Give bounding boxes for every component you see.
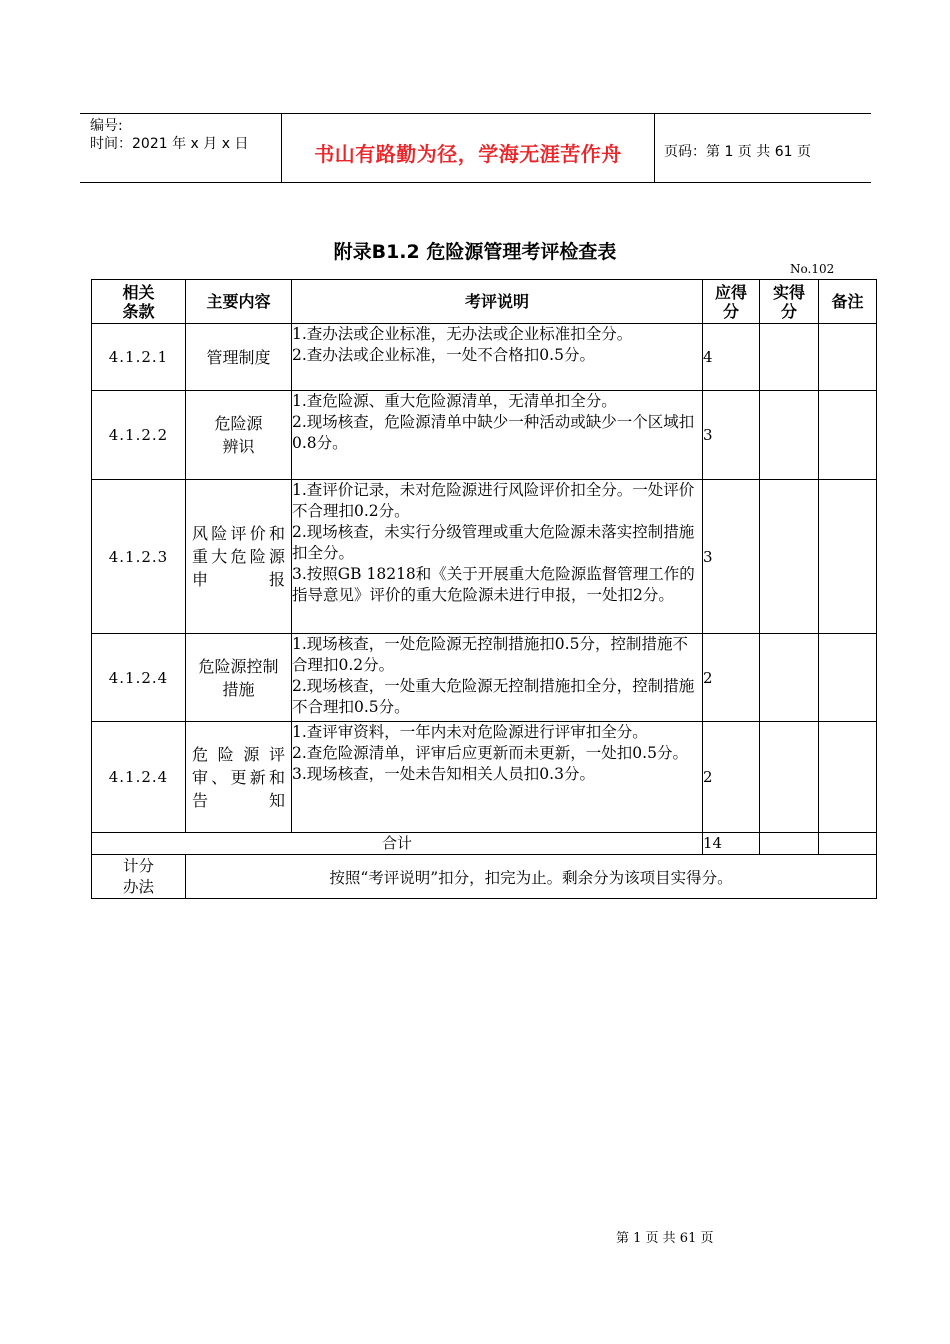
scoring-method-text: 按照“考评说明”扣分，扣完为止。剩余分为该项目实得分。 xyxy=(186,855,877,899)
table-row xyxy=(92,391,877,480)
score-cell: 2 xyxy=(703,634,760,722)
document-time: 时间：2021 年 x 月 x 日 xyxy=(90,136,249,152)
actual-score-cell[interactable] xyxy=(760,480,819,634)
table-row xyxy=(92,324,877,391)
table-row xyxy=(92,722,877,833)
content-cell: 管理制度 xyxy=(186,324,292,391)
score-cell: 3 xyxy=(703,391,760,480)
actual-score-cell[interactable] xyxy=(760,634,819,722)
desc-item: 1.查评审资料，一年内未对危险源进行评审扣全分。 xyxy=(292,723,648,741)
header-actual: 实得分 xyxy=(760,280,819,324)
header-page-cell xyxy=(654,114,871,182)
header-motto-cell xyxy=(281,114,655,182)
content-cell: 风险评价和重大危险源申报 xyxy=(186,480,292,634)
desc-cell xyxy=(292,391,703,480)
header-score: 应得分 xyxy=(703,280,760,324)
clause-cell: 4.1.2.1 xyxy=(92,324,186,391)
content-cell: 危险源辨识 xyxy=(186,391,292,480)
note-cell[interactable] xyxy=(819,722,877,833)
total-row xyxy=(92,833,877,855)
score-cell: 3 xyxy=(703,480,760,634)
page-info: 页码：第 1 页 共 61 页 xyxy=(664,144,811,160)
desc-item: 1.查评价记录，未对危险源进行风险评价扣全分。一处评价不合理扣0.2分。 xyxy=(292,481,695,520)
desc-item: 3.按照GB 18218和《关于开展重大危险源监督管理工作的指导意见》评价的重大危险源未进行申报，一处扣2分。 xyxy=(292,565,695,604)
clause-cell: 4.1.2.3 xyxy=(92,480,186,634)
motto-text: 书山有路勤为径，学海无涯苦作舟 xyxy=(314,142,622,166)
desc-item: 1.查危险源、重大危险源清单，无清单扣全分。 xyxy=(292,392,617,410)
desc-item: 2.查办法或企业标准，一处不合格扣0.5分。 xyxy=(292,346,595,364)
score-cell: 4 xyxy=(703,324,760,391)
actual-score-cell[interactable] xyxy=(760,391,819,480)
desc-item: 2.查危险源清单，评审后应更新而未更新，一处扣0.5分。 xyxy=(292,744,688,762)
actual-score-cell[interactable] xyxy=(760,324,819,391)
note-cell[interactable] xyxy=(819,634,877,722)
total-label: 合计 xyxy=(92,833,703,855)
desc-item: 1.查办法或企业标准，无办法或企业标准扣全分。 xyxy=(292,325,633,343)
header-meta xyxy=(80,114,281,182)
page-footer: 第 1 页 共 61 页 xyxy=(616,1231,714,1246)
note-cell[interactable] xyxy=(819,480,877,634)
header-clause: 相关条款 xyxy=(92,280,186,324)
content-cell: 危险源控制措施 xyxy=(186,634,292,722)
note-cell[interactable] xyxy=(819,324,877,391)
desc-item: 2.现场核查，危险源清单中缺少一种活动或缺少一个区域扣0.8分。 xyxy=(292,413,695,452)
score-cell: 2 xyxy=(703,722,760,833)
desc-item: 1.现场核查，一处危险源无控制措施扣0.5分，控制措施不合理扣0.2分。 xyxy=(292,635,688,674)
desc-cell xyxy=(292,324,703,391)
table-row xyxy=(92,480,877,634)
document-number-label: 编号: xyxy=(90,118,123,134)
total-score: 14 xyxy=(703,833,760,855)
table-row xyxy=(92,634,877,722)
scoring-method-label: 计分办法 xyxy=(92,855,186,899)
actual-score-cell[interactable] xyxy=(760,722,819,833)
document-header xyxy=(80,113,871,183)
desc-item: 2.现场核查，一处重大危险源无控制措施扣全分，控制措施不合理扣0.5分。 xyxy=(292,677,695,716)
header-desc: 考评说明 xyxy=(292,280,703,324)
clause-cell: 4.1.2.4 xyxy=(92,722,186,833)
scoring-method-row xyxy=(92,855,877,899)
content-cell: 危险源评审、更新和告知 xyxy=(186,722,292,833)
document-no: No.102 xyxy=(790,262,835,276)
clause-cell: 4.1.2.4 xyxy=(92,634,186,722)
header-note: 备注 xyxy=(819,280,877,324)
header-content: 主要内容 xyxy=(186,280,292,324)
evaluation-table xyxy=(91,279,877,899)
desc-item: 3.现场核查，一处未告知相关人员扣0.3分。 xyxy=(292,765,595,783)
total-note-cell[interactable] xyxy=(819,833,877,855)
clause-cell: 4.1.2.2 xyxy=(92,391,186,480)
page-title: 附录B1.2 危险源管理考评检查表 xyxy=(333,241,617,263)
desc-cell xyxy=(292,480,703,634)
note-cell[interactable] xyxy=(819,391,877,480)
table-header-row xyxy=(92,280,877,324)
desc-cell xyxy=(292,722,703,833)
desc-cell xyxy=(292,634,703,722)
total-actual-cell[interactable] xyxy=(760,833,819,855)
desc-item: 2.现场核查，未实行分级管理或重大危险源未落实控制措施扣全分。 xyxy=(292,523,695,562)
